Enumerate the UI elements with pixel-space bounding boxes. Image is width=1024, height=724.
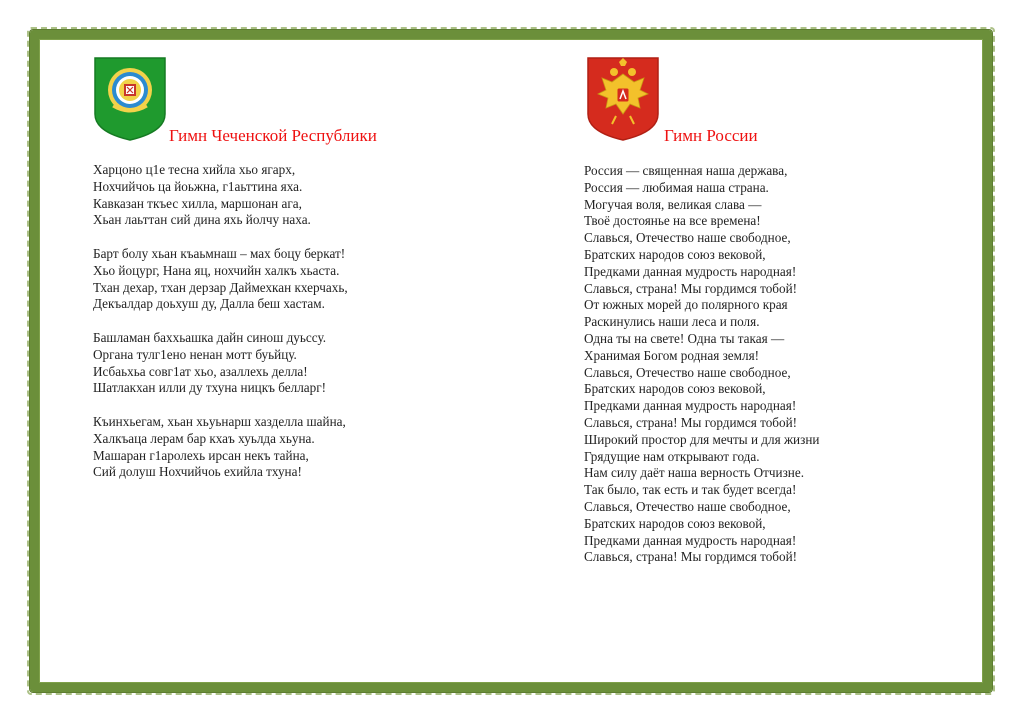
lyric-line: Къинхьегам, хьан хьуьнарш хазделла шайна, — [93, 413, 346, 429]
lyric-line: Сий долуш Нохчийчоь ехийла тхуна! — [93, 464, 302, 480]
lyric-line: Россия — священная наша держава, — [584, 163, 788, 178]
lyric-line: Грядущие нам открывают года. — [584, 448, 760, 464]
stanza — [93, 414, 493, 481]
lyric-line: Предками данная мудрость народная! — [584, 398, 797, 414]
lyric-line: Широкий простор для мечты и для жизни — [584, 431, 820, 447]
russian-coat-of-arms-icon — [586, 56, 660, 142]
lyric-line: Предками данная мудрость народная! — [584, 263, 797, 279]
chechen-anthem-header — [93, 56, 493, 148]
lyric-line: Харцоно ц1е тесна хийла хьо ягарх, — [93, 162, 296, 177]
lyric-line: Одна ты на свете! Одна ты такая — — [584, 330, 785, 346]
lyric-line: Могучая воля, великая слава — — [584, 196, 762, 212]
lyric-line: Славься, Отечество наше свободное, — [584, 364, 791, 380]
russian-anthem-lyrics — [584, 163, 984, 566]
stanza — [93, 162, 493, 229]
lyric-line: Шатлакхан илли ду тхуна ницкъ белларг! — [93, 380, 327, 396]
russian-anthem-header — [584, 56, 984, 148]
lyric-line: Так было, так есть и так будет всегда! — [584, 482, 797, 498]
chechen-republic-coat-of-arms-icon — [93, 56, 167, 142]
lyric-line: Хьо йоцург, Нана яц, нохчийн халкъ хьаста. — [93, 262, 340, 278]
lyric-line: Барт болу хьан къаьмнаш – мах боцу беркат! — [93, 245, 346, 261]
lyric-line: Башламан баххьашка дайн синош дуьссу. — [93, 329, 327, 345]
lyric-line: Россия — любимая наша страна. — [584, 179, 769, 195]
lyric-line: Славься, страна! Мы гордимся тобой! — [584, 549, 798, 565]
lyric-line: Предками данная мудрость народная! — [584, 532, 797, 548]
stanza — [93, 246, 493, 313]
lyric-line: Хьан лаьттан сий дина яхь йолчу наха. — [93, 212, 311, 228]
lyric-line: Братских народов союз вековой, — [584, 515, 766, 531]
chechen-anthem-title: Гимн Чеченской Республики — [169, 126, 377, 145]
lyric-line: Славься, Отечество наше свободное, — [584, 498, 791, 514]
lyric-line: Органа тулг1ено ненан мотт буьйцу. — [93, 346, 297, 362]
lyric-line: Братских народов союз вековой, — [584, 381, 766, 397]
chechen-anthem-column — [93, 56, 493, 498]
lyric-line: Славься, страна! Мы гордимся тобой! — [584, 414, 798, 430]
lyric-line: Славься, страна! Мы гордимся тобой! — [584, 280, 798, 296]
lyric-line: Кавказан ткъес хилла, маршонан ага, — [93, 195, 302, 211]
lyric-line: От южных морей до полярного края — [584, 297, 788, 313]
lyric-line: Нам силу даёт наша верность Отчизне. — [584, 465, 804, 481]
lyric-line: Нохчийчоь ца йоьжна, г1аьттина яха. — [93, 178, 303, 194]
lyric-line: Декъалдар доьхуш ду, Далла беш хастам. — [93, 296, 325, 312]
lyric-line: Твоё достоянье на все времена! — [584, 213, 761, 229]
lyric-line: Машаран г1аролехь ирсан некъ тайна, — [93, 447, 309, 463]
lyric-line: Халкъаца лерам бар кхаъ хуьлда хьуна. — [93, 430, 315, 446]
lyric-line: Хранимая Богом родная земля! — [584, 347, 760, 363]
chechen-anthem-lyrics — [93, 162, 493, 481]
lyric-line: Исбаьхьа совг1ат хьо, азаллехь делла! — [93, 363, 308, 379]
russian-anthem-column — [584, 56, 984, 566]
russian-anthem-title: Гимн России — [664, 126, 758, 145]
stanza — [93, 330, 493, 397]
lyric-line: Тхан дехар, тхан дерзар Даймехкан кхерчахь, — [93, 279, 348, 295]
lyric-line: Раскинулись наши леса и поля. — [584, 314, 760, 330]
lyric-line: Братских народов союз вековой, — [584, 246, 766, 262]
lyric-line: Славься, Отечество наше свободное, — [584, 230, 791, 246]
